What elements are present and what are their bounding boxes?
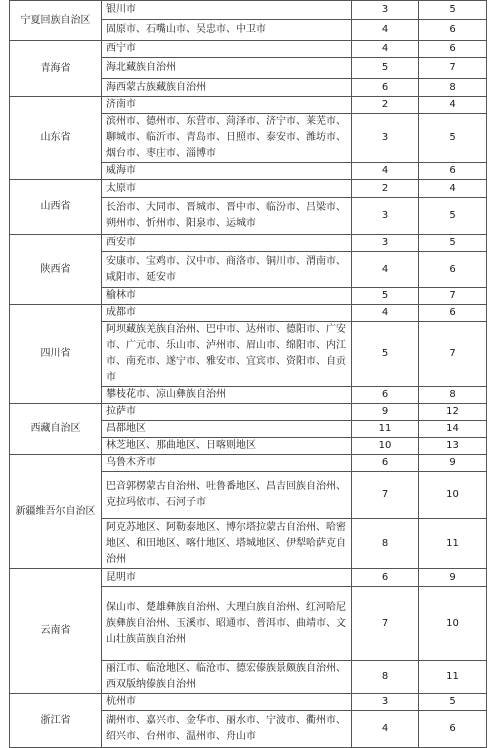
value-a-cell: 8 xyxy=(352,519,419,569)
cities-cell: 攀枝花市、凉山彝族自治州 xyxy=(102,387,352,404)
cities-cell: 成都市 xyxy=(102,305,352,322)
table-body xyxy=(10,1,487,748)
value-a-cell: 7 xyxy=(352,587,419,661)
province-cell: 浙江省 xyxy=(10,694,102,748)
value-b-cell: 5 xyxy=(419,198,487,235)
cities-cell: 银川市 xyxy=(102,1,352,20)
table-row xyxy=(10,235,487,252)
value-a-cell: 4 xyxy=(352,711,419,748)
value-a-cell: 3 xyxy=(352,235,419,252)
cities-cell: 丽江市、临沧地区、临沧市、德宏傣族景颇族自治州、西双版纳傣族自治州 xyxy=(102,661,352,694)
value-a-cell: 3 xyxy=(352,1,419,20)
value-a-cell: 7 xyxy=(352,472,419,519)
table-row xyxy=(10,1,487,20)
cities-cell: 西安市 xyxy=(102,235,352,252)
table-row xyxy=(10,97,487,114)
value-a-cell: 6 xyxy=(352,387,419,404)
cities-cell: 保山市、楚雄彝族自治州、大理白族自治州、红河哈尼族彝族自治州、玉溪市、昭通市、普洱市、曲靖市、文山壮族苗族自治州 xyxy=(102,587,352,661)
value-a-cell: 3 xyxy=(352,114,419,163)
cities-cell: 滨州市、德州市、东营市、菏泽市、济宁市、莱芜市、聊城市、临沂市、青岛市、日照市、泰安市、潍坊市、烟台市、枣庄市、淄博市 xyxy=(102,114,352,163)
province-cell: 云南省 xyxy=(10,569,102,694)
value-b-cell: 10 xyxy=(419,587,487,661)
value-b-cell: 6 xyxy=(419,252,487,288)
province-cell: 陕西省 xyxy=(10,235,102,305)
value-b-cell: 6 xyxy=(419,305,487,322)
cities-cell: 阿坝藏族羌族自治州、巴中市、达州市、德阳市、广安市、广元市、乐山市、泸州市、眉山市、绵阳市、内江市、南充市、遂宁市、雅安市、宜宾市、资阳市、自贡市 xyxy=(102,322,352,387)
value-b-cell: 7 xyxy=(419,288,487,305)
value-b-cell: 11 xyxy=(419,661,487,694)
value-b-cell: 10 xyxy=(419,472,487,519)
value-a-cell: 6 xyxy=(352,79,419,97)
table-row xyxy=(10,455,487,472)
cities-cell: 乌鲁木齐市 xyxy=(102,455,352,472)
value-b-cell: 6 xyxy=(419,711,487,748)
cities-cell: 西宁市 xyxy=(102,41,352,58)
cities-cell: 昆明市 xyxy=(102,569,352,587)
value-a-cell: 2 xyxy=(352,180,419,198)
value-b-cell: 8 xyxy=(419,387,487,404)
value-a-cell: 3 xyxy=(352,198,419,235)
value-b-cell: 4 xyxy=(419,97,487,114)
value-a-cell: 8 xyxy=(352,661,419,694)
cities-cell: 济南市 xyxy=(102,97,352,114)
value-a-cell: 3 xyxy=(352,694,419,711)
value-b-cell: 5 xyxy=(419,694,487,711)
cities-cell: 湖州市、嘉兴市、金华市、丽水市、宁波市、衢州市、绍兴市、台州市、温州市、舟山市 xyxy=(102,711,352,748)
table-row xyxy=(10,180,487,198)
cities-cell: 杭州市 xyxy=(102,694,352,711)
cities-cell: 林芝地区、那曲地区、日喀则地区 xyxy=(102,438,352,455)
value-a-cell: 9 xyxy=(352,404,419,421)
cities-cell: 安康市、宝鸡市、汉中市、商洛市、铜川市、渭南市、咸阳市、延安市 xyxy=(102,252,352,288)
value-b-cell: 9 xyxy=(419,455,487,472)
value-b-cell: 7 xyxy=(419,58,487,79)
value-a-cell: 4 xyxy=(352,20,419,41)
value-b-cell: 4 xyxy=(419,180,487,198)
delivery-days-table xyxy=(9,0,487,748)
value-a-cell: 2 xyxy=(352,97,419,114)
value-a-cell: 4 xyxy=(352,163,419,180)
province-cell: 四川省 xyxy=(10,305,102,404)
value-b-cell: 12 xyxy=(419,404,487,421)
value-b-cell: 8 xyxy=(419,79,487,97)
cities-cell: 昌都地区 xyxy=(102,421,352,438)
cities-cell: 巴音郭楞蒙古自治州、吐鲁番地区、昌吉回族自治州、克拉玛依市、石河子市 xyxy=(102,472,352,519)
value-a-cell: 5 xyxy=(352,58,419,79)
value-a-cell: 10 xyxy=(352,438,419,455)
province-cell: 新疆维吾尔自治区 xyxy=(10,455,102,569)
value-b-cell: 5 xyxy=(419,114,487,163)
value-b-cell: 9 xyxy=(419,569,487,587)
value-b-cell: 7 xyxy=(419,322,487,387)
province-cell: 青海省 xyxy=(10,41,102,97)
province-cell: 宁夏回族自治区 xyxy=(10,1,102,41)
cities-cell: 榆林市 xyxy=(102,288,352,305)
table-row xyxy=(10,305,487,322)
value-a-cell: 5 xyxy=(352,322,419,387)
cities-cell: 拉萨市 xyxy=(102,404,352,421)
value-b-cell: 11 xyxy=(419,519,487,569)
value-a-cell: 11 xyxy=(352,421,419,438)
value-b-cell: 6 xyxy=(419,41,487,58)
cities-cell: 威海市 xyxy=(102,163,352,180)
cities-cell: 长治市、大同市、晋城市、晋中市、临汾市、吕梁市、朔州市、忻州市、阳泉市、运城市 xyxy=(102,198,352,235)
value-a-cell: 4 xyxy=(352,252,419,288)
value-b-cell: 5 xyxy=(419,235,487,252)
value-b-cell: 14 xyxy=(419,421,487,438)
value-b-cell: 6 xyxy=(419,20,487,41)
table-row xyxy=(10,694,487,711)
value-a-cell: 4 xyxy=(352,41,419,58)
province-cell: 山东省 xyxy=(10,97,102,180)
value-b-cell: 5 xyxy=(419,1,487,20)
cities-cell: 固原市、石嘴山市、吴忠市、中卫市 xyxy=(102,20,352,41)
value-a-cell: 6 xyxy=(352,455,419,472)
value-a-cell: 5 xyxy=(352,288,419,305)
cities-cell: 海北藏族自治州 xyxy=(102,58,352,79)
table-row xyxy=(10,404,487,421)
value-a-cell: 4 xyxy=(352,305,419,322)
cities-cell: 太原市 xyxy=(102,180,352,198)
cities-cell: 海西蒙古族藏族自治州 xyxy=(102,79,352,97)
province-cell: 西藏自治区 xyxy=(10,404,102,455)
value-b-cell: 6 xyxy=(419,163,487,180)
table-row xyxy=(10,569,487,587)
province-cell: 山西省 xyxy=(10,180,102,235)
value-a-cell: 6 xyxy=(352,569,419,587)
value-b-cell: 13 xyxy=(419,438,487,455)
cities-cell: 阿克苏地区、阿勒泰地区、博尔塔拉蒙古自治州、哈密地区、和田地区、喀什地区、塔城地区、伊犁哈萨克自治州 xyxy=(102,519,352,569)
table-row xyxy=(10,41,487,58)
